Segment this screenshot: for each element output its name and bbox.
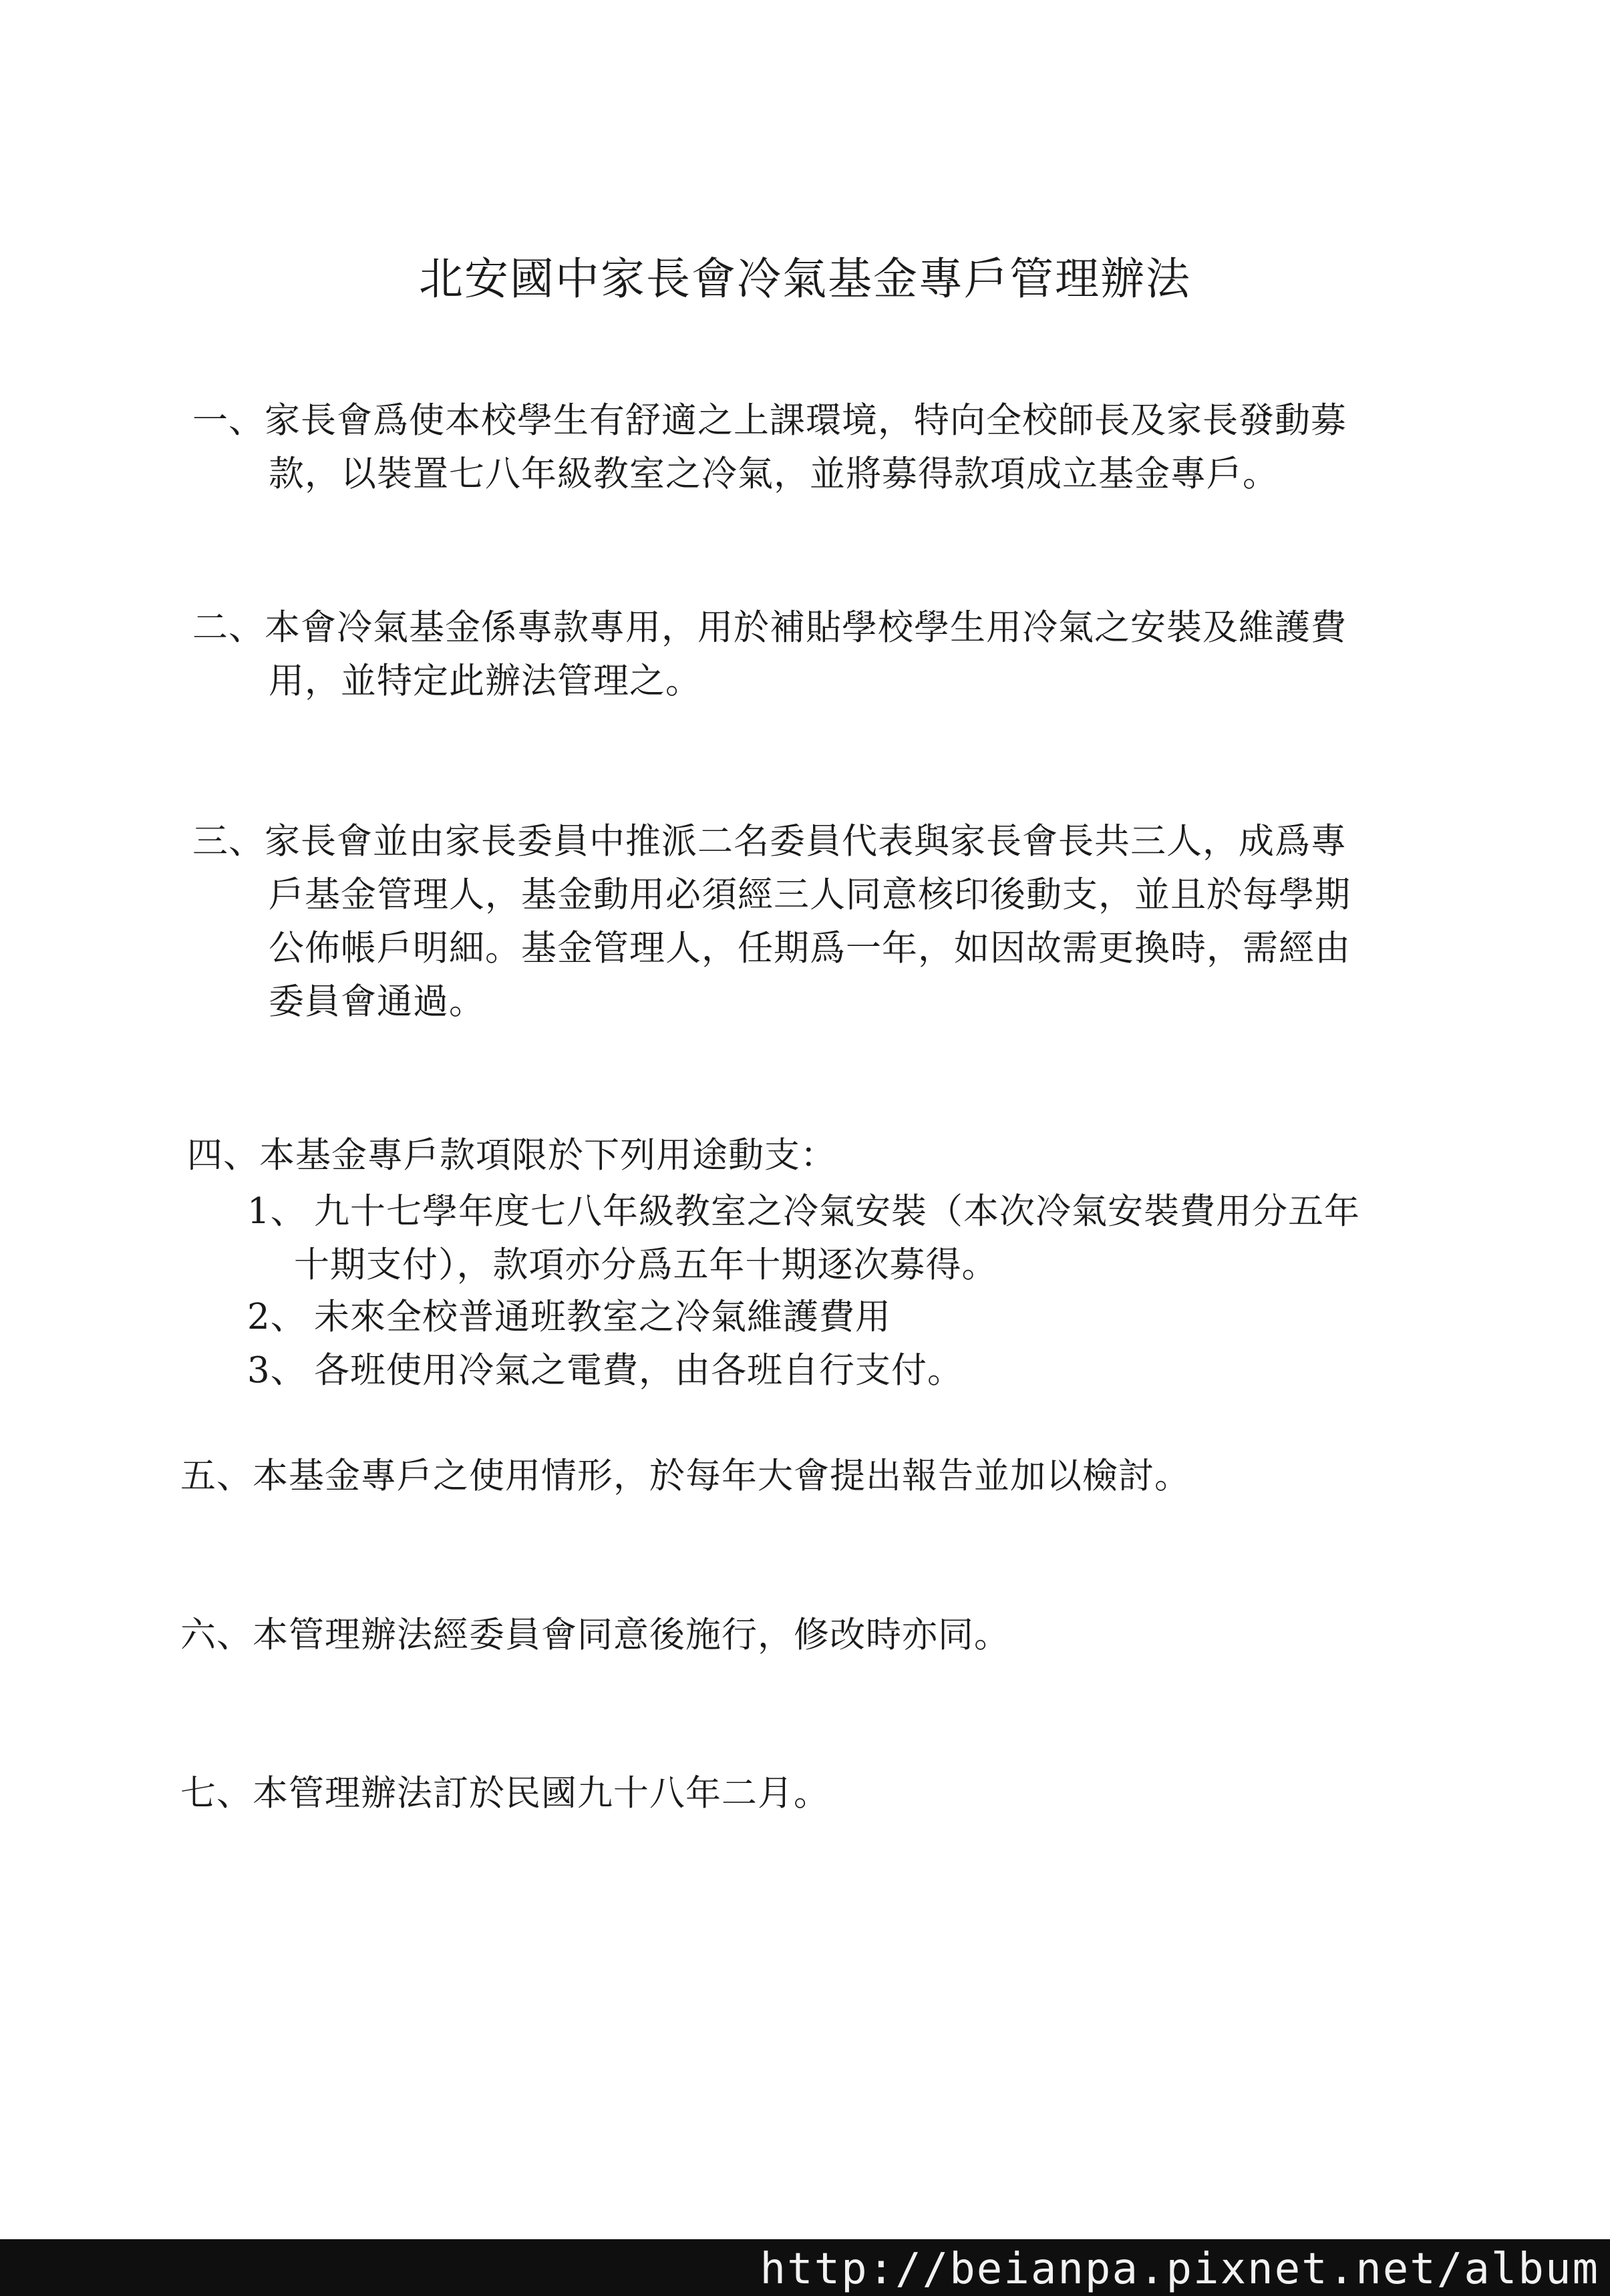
item-one-line-2: 款，以裝置七八年級教室之冷氣，並將募得款項成立基金專戶。 [269, 454, 1279, 494]
item-two-line-2: 用，並特定此辦法管理之。 [269, 661, 701, 701]
item-one-line-1: 一、家長會爲使本校學生有舒適之上課環境，特向全校師長及家長發動募 [192, 400, 1347, 441]
item-four-sub-1-line-1: 九十七學年度七八年級教室之冷氣安裝（本次冷氣安裝費用分五年 [314, 1191, 1360, 1232]
item-three-line-1: 三、家長會並由家長委員中推派二名委員代表與家長會長共三人，成爲專 [192, 821, 1347, 862]
item-five-line-1: 五、本基金專戶之使用情形，於每年大會提出報告並加以檢討。 [180, 1456, 1190, 1496]
item-four-sub-3-line-1: 各班使用冷氣之電費，由各班自行支付。 [314, 1350, 963, 1391]
item-four-sub-1-number: 1、 [247, 1191, 307, 1232]
item-four-sub-2 [247, 1291, 891, 1344]
item-three [192, 815, 1351, 1029]
item-four-sub-1-line-2: 十期支付），款項亦分爲五年十期逐次募得。 [294, 1245, 998, 1285]
watermark-url: http://beianpa.pixnet.net/album [760, 2245, 1599, 2294]
item-two [192, 601, 1347, 708]
document-title: 北安國中家長會冷氣基金專戶管理辦法 [419, 253, 1191, 305]
item-seven-line-1: 七、本管理辦法訂於民國九十八年二月。 [180, 1773, 830, 1814]
item-four-sub-3-number: 3、 [247, 1350, 307, 1391]
item-six [180, 1609, 1010, 1662]
item-two-line-1: 二、本會冷氣基金係專款專用，用於補貼學校學生用冷氣之安裝及維護費 [192, 607, 1347, 648]
item-three-line-2: 戶基金管理人，基金動用必須經三人同意核印後動支，並且於每學期 [269, 874, 1351, 915]
item-four-sub-1 [247, 1185, 1360, 1292]
item-four-sub-2-line-1: 未來全校普通班教室之冷氣維護費用 [314, 1297, 891, 1337]
item-four-line-1: 四、本基金專戶款項限於下列用途動支： [187, 1135, 836, 1176]
item-three-line-4: 委員會通過。 [269, 981, 485, 1022]
item-seven [180, 1767, 830, 1820]
item-five [180, 1450, 1190, 1503]
item-three-line-3: 公佈帳戶明細。基金管理人，任期爲一年，如因故需更換時，需經由 [269, 928, 1351, 969]
item-four-sub-2-number: 2、 [247, 1297, 307, 1337]
item-one [192, 394, 1347, 501]
watermark-bar [0, 2239, 1610, 2296]
item-four [187, 1129, 836, 1182]
item-six-line-1: 六、本管理辦法經委員會同意後施行，修改時亦同。 [180, 1615, 1010, 1655]
item-four-sub-3 [247, 1344, 963, 1398]
